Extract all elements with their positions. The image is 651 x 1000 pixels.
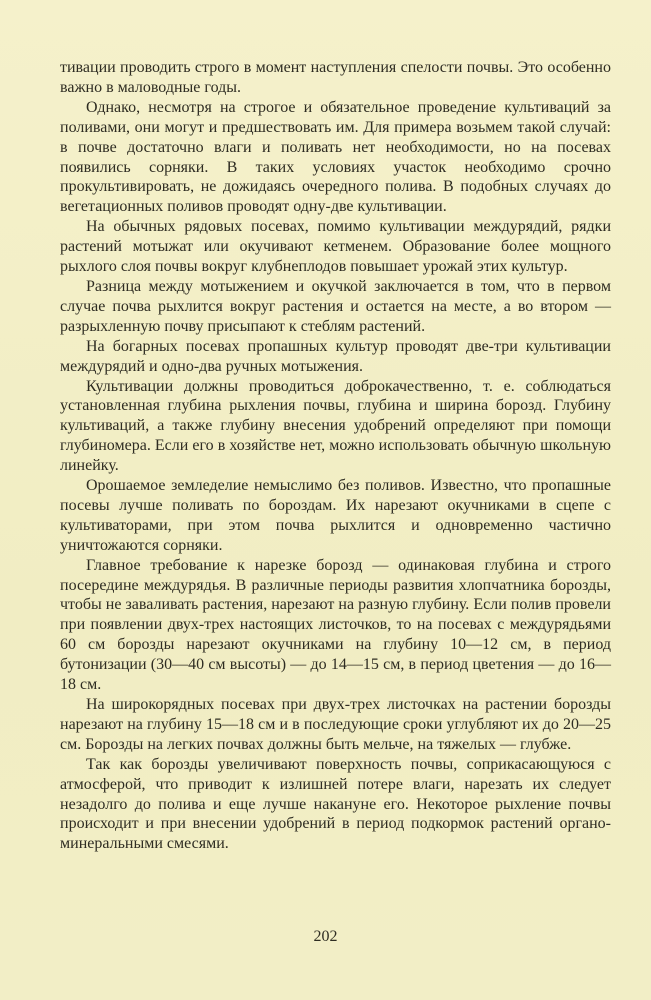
page-number: 202: [313, 928, 338, 945]
paragraph: Так как борозды увеличивают поверхность почвы, соприкасающуюся с атмосферой, что приводит к излишней потере влаги, нарезать их следует незадолго до полива и еще лучше накануне его. Некоторое рыхление почвы происходит и при внесении удобрений в период подкормок растений органо-минеральными смесями.: [60, 755, 611, 853]
paragraph: Однако, несмотря на строгое и обязательное проведение культиваций за поливами, они могут и предшествовать им. Для примера возьмем такой случай: в почве достаточно влаги и поливать нет необходимости, но на посевах появились сорняки. В таких условиях участок необходимо срочно прокультивировать, не дожидаясь очередного полива. В подобных случаях до вегетационных поливов проводят одну-две культивации.: [60, 98, 611, 216]
paragraph: Культивации должны проводиться доброкачественно, т. е. соблюдаться установленная глубина рыхления почвы, глубина и ширина борозд. Глубину культиваций, а также глубину внесения удобрений определяют при помощи глубиномера. Если его в хозяйстве нет, можно использовать обычную школьную линейку.: [60, 377, 611, 475]
paragraph: Орошаемое земледелие немыслимо без поливов. Известно, что пропашные посевы лучше поливать по бороздам. Их нарезают окучниками в сцепе с культиваторами, при этом почва рыхлится и одновременно частично уничтожаются сорняки.: [60, 477, 611, 554]
paragraph: Главное требование к нарезке борозд — одинаковая глубина и строго посередине междурядья. В различные периоды развития хлопчатника борозды, чтобы не заваливать растения, нарезают на разную глубину. Если полив провели при появлении двух-трех настоящих листочков, то на посевах с междурядьями 60 см борозды нарезают окучниками на глубину 10—12 см, в период бутонизации (30—40 см высоты) — до 14—15 см, в период цветения — до 16—18 см.: [60, 556, 611, 694]
body-text: [60, 58, 611, 854]
paragraph: На обычных рядовых посевах, помимо культивации междурядий, рядки растений мотыжат или окучивают кетменем. Образование более мощного рыхлого слоя почвы вокруг клубнеплодов повышает урожай этих культур.: [60, 218, 611, 276]
paragraph-continuation: тивации проводить строго в момент наступления спелости почвы. Это особенно важно в маловодные годы.: [60, 59, 611, 96]
paragraph: Разница между мотыжением и окучкой заключается в том, что в первом случае почва рыхлится вокруг растения и остается на месте, а во втором — разрыхленную почву присыпают к стеблям растений.: [60, 277, 611, 335]
paragraph: На богарных посевах пропашных культур проводят две-три культивации междурядий и одно-два ручных мотыжения.: [60, 337, 611, 375]
paragraph: На широкорядных посевах при двух-трех листочках на растении борозды нарезают на глубину 15—18 см и в последующие сроки углубляют их до 20—25 см. Борозды на легких почвах должны быть мельче, на тяжелых — глубже.: [60, 696, 611, 753]
